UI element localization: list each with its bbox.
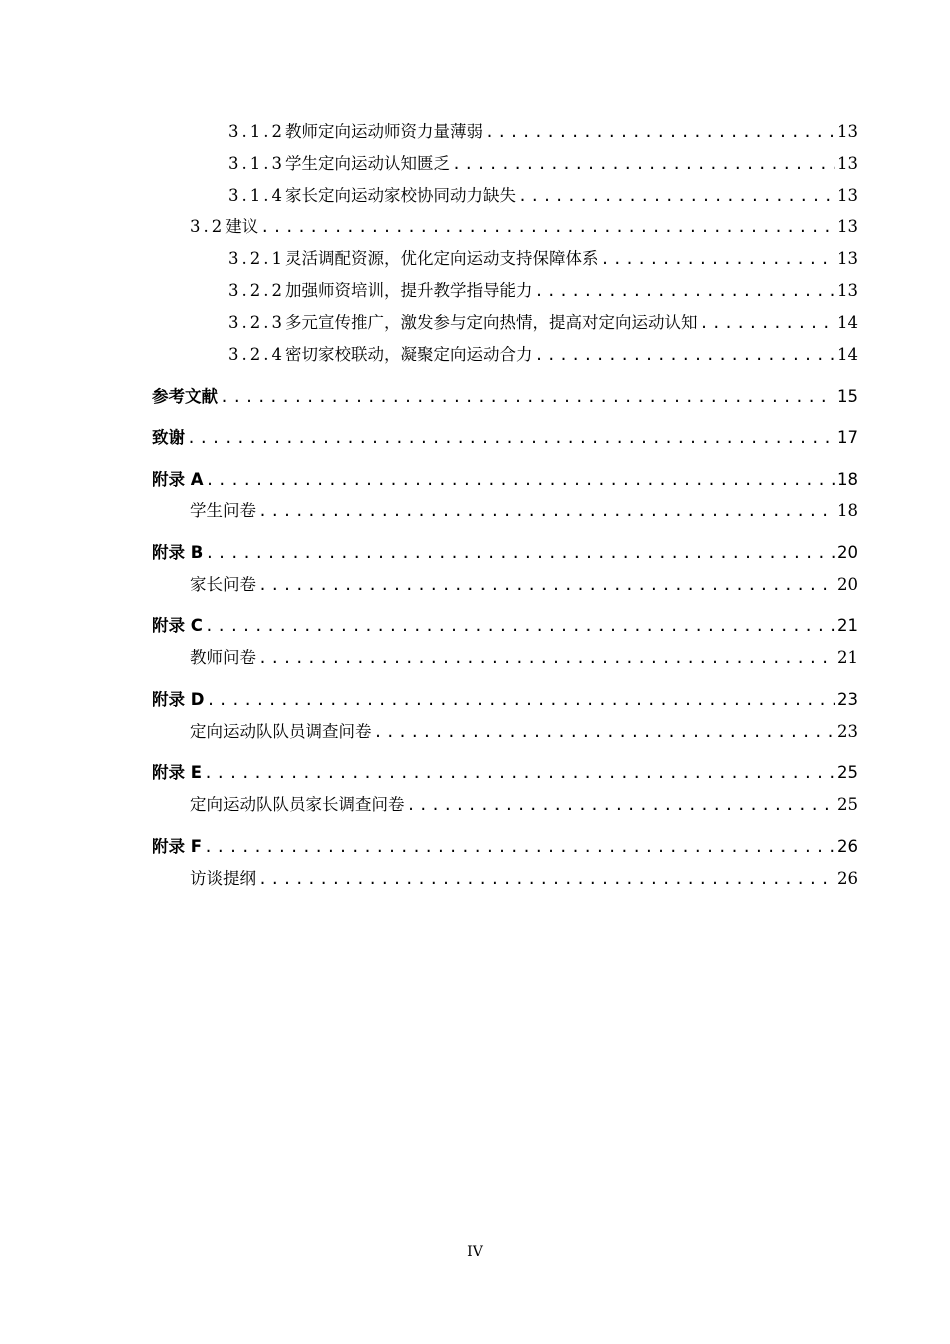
toc-entry[interactable] (152, 614, 858, 638)
toc-entry-title: 学生定向运动认知匮乏 (284, 154, 450, 173)
toc-dot-leader (600, 247, 835, 271)
toc-entry-page: 18 (837, 470, 858, 489)
toc-dot-leader (485, 120, 835, 144)
toc-entry[interactable] (228, 247, 858, 271)
toc-entry[interactable] (152, 541, 858, 565)
toc-entry-page: 20 (837, 543, 858, 562)
toc-entry-page: 13 (837, 217, 858, 236)
toc-entry[interactable] (190, 720, 858, 744)
toc-dot-leader (220, 385, 835, 409)
toc-entry[interactable] (152, 468, 858, 492)
toc-entry-page: 17 (837, 428, 858, 447)
toc-entry[interactable] (190, 646, 858, 670)
toc-dot-leader (534, 343, 835, 367)
toc-entry-page: 21 (837, 648, 858, 667)
toc-dot-leader (258, 573, 835, 597)
toc-dot-leader (205, 614, 835, 638)
toc-entry-page: 26 (837, 837, 858, 856)
toc-entry[interactable] (152, 835, 858, 859)
toc-entry[interactable] (190, 867, 858, 891)
toc-entry[interactable] (228, 120, 858, 144)
toc-dot-leader (258, 499, 835, 523)
toc-entry[interactable] (228, 311, 858, 335)
toc-entry-title: 家长问卷 (190, 575, 256, 594)
toc-entry-title: 多元宣传推广，激发参与定向热情，提高对定向运动认知 (284, 313, 698, 332)
toc-entry-page: 13 (837, 249, 858, 268)
toc-entry-title: 教师问卷 (190, 648, 256, 667)
toc-entry-title: 附录 C (152, 616, 203, 635)
toc-entry-number: 3.2.1 (228, 249, 285, 268)
toc-entry-page: 23 (837, 722, 858, 741)
toc-entry-title: 附录 D (152, 690, 205, 709)
toc-entry-number: 3.2.4 (228, 345, 285, 364)
toc-dot-leader (204, 761, 835, 785)
toc-entry-page: 20 (837, 575, 858, 594)
toc-dot-leader (699, 311, 835, 335)
toc-dot-leader (534, 279, 835, 303)
toc-dot-leader (204, 835, 835, 859)
toc-entry-page: 25 (837, 795, 858, 814)
toc-entry-page: 13 (837, 186, 858, 205)
toc-dot-leader (452, 152, 835, 176)
toc-entry-title: 加强师资培训，提升教学指导能力 (284, 281, 533, 300)
toc-entry[interactable] (228, 343, 858, 367)
toc-entry-page: 15 (837, 387, 858, 406)
toc-entry-number: 3.2.2 (228, 281, 285, 300)
toc-dot-leader (374, 720, 836, 744)
toc-dot-leader (260, 215, 835, 239)
toc-entry-title: 定向运动队队员调查问卷 (190, 722, 372, 741)
toc-entry[interactable] (152, 761, 858, 785)
toc-dot-leader (205, 541, 835, 565)
toc-entry[interactable] (152, 385, 858, 409)
toc-entry-number: 3.1.4 (228, 186, 285, 205)
toc-entry-title: 建议 (225, 217, 259, 236)
toc-entry[interactable] (152, 688, 858, 712)
toc-dot-leader (187, 426, 835, 450)
toc-entry-page: 18 (837, 501, 858, 520)
toc-dot-leader (258, 867, 835, 891)
toc-entry[interactable] (190, 499, 858, 523)
toc-entry-title: 附录 A (152, 470, 204, 489)
toc-entry-title: 致谢 (152, 428, 185, 447)
toc-entry-title: 访谈提纲 (190, 869, 256, 888)
toc-entry[interactable] (152, 426, 858, 450)
toc-entry-title: 学生问卷 (190, 501, 256, 520)
toc-entry-page: 14 (837, 313, 858, 332)
toc-dot-leader (206, 688, 835, 712)
toc-entry-title: 密切家校联动，凝聚定向运动合力 (284, 345, 533, 364)
toc-entry-number: 3.1.2 (228, 122, 285, 141)
toc-entry-page: 14 (837, 345, 858, 364)
toc-entry-title: 附录 F (152, 837, 203, 856)
toc-entry-page: 21 (837, 616, 858, 635)
toc-entry[interactable] (190, 573, 858, 597)
toc-entry-page: 26 (837, 869, 858, 888)
toc-entry-page: 23 (837, 690, 858, 709)
toc-dot-leader (206, 468, 835, 492)
toc-entry-number: 3.2.3 (228, 313, 285, 332)
toc-entry-page: 25 (837, 763, 858, 782)
toc-dot-leader (258, 646, 835, 670)
toc-entry-number: 3.2 (190, 217, 226, 236)
toc-entry-title: 家长定向运动家校协同动力缺失 (284, 186, 516, 205)
toc-entry-title: 附录 B (152, 543, 204, 562)
toc-entry-page: 13 (837, 122, 858, 141)
toc-entry-number: 3.1.3 (228, 154, 285, 173)
toc-entry[interactable] (190, 793, 858, 817)
toc-entry-title: 参考文献 (152, 387, 218, 406)
toc-entry-title: 灵活调配资源，优化定向运动支持保障体系 (284, 249, 599, 268)
toc-entry[interactable] (190, 215, 858, 239)
toc-entry-title: 定向运动队队员家长调查问卷 (190, 795, 405, 814)
toc-entry[interactable] (228, 152, 858, 176)
toc-entry-page: 13 (837, 281, 858, 300)
toc-dot-leader (407, 793, 836, 817)
toc-entry-page: 13 (837, 154, 858, 173)
toc-entry-title: 教师定向运动师资力量薄弱 (284, 122, 483, 141)
toc-dot-leader (518, 184, 835, 208)
toc-entry[interactable] (228, 184, 858, 208)
toc-entry-title: 附录 E (152, 763, 203, 782)
toc-entry[interactable] (228, 279, 858, 303)
page-number: IV (467, 1244, 483, 1260)
